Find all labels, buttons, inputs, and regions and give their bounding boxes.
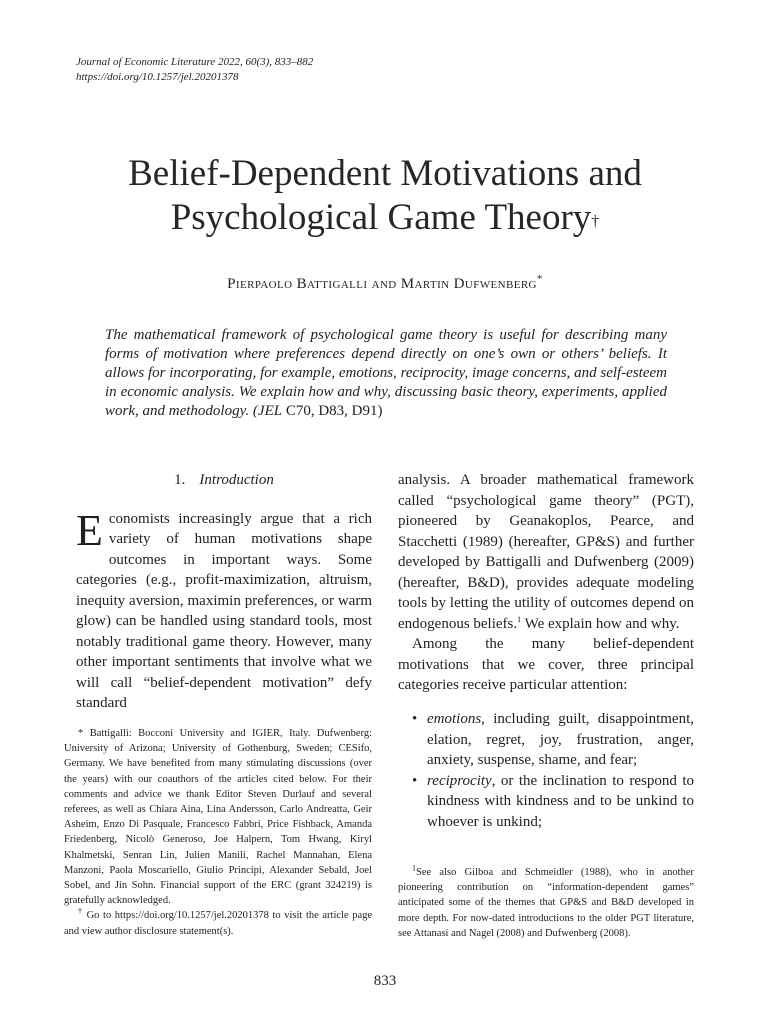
list-item-term: reciprocity — [427, 772, 492, 789]
doi-link[interactable]: https://doi.org/10.1257/jel.20201378 — [76, 71, 239, 83]
footnote-affiliations — [64, 726, 372, 908]
title-line-1: Belief-Dependent Motivations and — [128, 153, 642, 194]
intro-paragraph-1-text: conomists increasingly argue that a rich variety of human motivations shape outcomes in important ways. Some categories (e.g., profit-maximization, altruism, inequity aversion, maximin preferences, or warm glow) can be handled using standard tools, most notably traditional game theory. However, many other important sentiments that involve what we will call “belief-dependent motivation” defy standard — [76, 510, 372, 711]
motivation-list — [412, 709, 694, 832]
section-number: 1. — [174, 472, 186, 488]
right-column — [398, 470, 694, 696]
title-line-2 — [60, 196, 710, 240]
drop-cap: E — [76, 505, 103, 555]
list-item — [412, 771, 694, 833]
author-list — [60, 273, 710, 293]
footnote-star-mark: * — [78, 728, 84, 739]
footnote-1-text: See also Gilboa and Schmeidler (1988), who in another pioneering contribution on “information-dependent games” anticipated some of the themes that GP&S and B&D developed in more depth. For now-dated introductions to the older PGT literature, see Attanasi and Nagel (2008) and Dufwenberg (2008). — [398, 867, 694, 939]
bullet-marker: • — [412, 711, 418, 727]
abstract-body: The mathematical framework of psychological game theory is useful for describing many forms of motivation where preferences depend directly on one’s own or others’ beliefs. It allows for incorporating, for example, emotions, reciprocity, image concerns, and self-esteem in economic analysis. We explain how and why, discussing basic theory, experiments, applied work, and methodology. ( — [105, 327, 667, 419]
left-column — [76, 470, 372, 714]
list-item-text: , including guilt, disappointment, elation, regret, joy, frustration, anger, anxiety, suspense, shame, and fear; — [427, 711, 694, 768]
author-footnotes — [64, 726, 372, 939]
list-item — [412, 709, 694, 771]
journal-line: Journal of Economic Literature 2022, 60(3), 833–882 — [76, 56, 314, 68]
footnote-affiliations-text: Battigalli: Bocconi University and IGIER, Italy. Dufwenberg: University of Arizona; University of Gothenburg, Sweden; CESifo, Germany. We have benefited from many stimulating discussions (over the years) with our coauthors of the articles cited below. For their comments and advice we thank Editor Steven Durlauf and several referees, as well as Chiara Aina, Lina Andersson, Carlo Andreatta, Geir Asheim, Enzo Di Pasquale, Francesco Fabbri, Price Fishback, Amanda Friedenberg, Nicolò Generoso, Joe Halpern, Tom Hwang, Kiryl Khalmetski, Senran Lin, Julien Manili, Rachel Mannahan, Elena Manzoni, Paola Moscariello, Giulio Principi, Alexander Sebald, Joel Sobel, and Jin Sohn. Financial support of the ERC (grant 324219) is gratefully acknowledged. — [64, 728, 373, 907]
intro-paragraph-continued — [398, 470, 694, 634]
title-line-2-text: Psychological Game Theory — [170, 197, 592, 238]
footnote-disclosure-text[interactable]: Go to https://doi.org/10.1257/jel.20201378 to visit the article page and view author disclosure statement(s). — [64, 910, 373, 937]
list-item-term: emotions — [427, 711, 482, 727]
footnote-1-ref[interactable]: 1 — [517, 614, 522, 624]
footnote-dagger-mark: † — [78, 906, 83, 916]
section-title: Introduction — [199, 472, 274, 488]
para-continued-text: analysis. A broader mathematical framework called “psychological game theory” (PGT), pioneered by Geanakoplos, Pearce, and Stacchetti (1989) (hereafter, GP&S) and further developed by Battigalli and Dufwenberg (2009) (hereafter, B&D), provides adequate modeling tools by letting the utility of outcomes depend on endogenous beliefs. — [398, 472, 694, 632]
jel-codes — [258, 403, 383, 419]
journal-citation — [76, 55, 313, 85]
bullet-marker: • — [412, 772, 418, 789]
abstract — [105, 326, 667, 421]
author-footnote-mark[interactable]: * — [536, 273, 543, 285]
footnote-1 — [398, 865, 694, 941]
jel-code-list: C70, D83, D91) — [282, 403, 383, 419]
section-heading — [76, 470, 372, 491]
article-title — [60, 152, 710, 240]
para-continued-end: We explain how and why. — [521, 615, 680, 632]
footnote-disclosure — [64, 908, 372, 938]
title-dagger-mark[interactable]: † — [591, 213, 600, 230]
author-names: Pierpaolo Battigalli and Martin Dufwenberg — [227, 276, 537, 292]
intro-paragraph-1 — [76, 505, 372, 714]
footnote-1-paragraph — [398, 865, 694, 941]
footnote-1-mark: 1 — [412, 863, 416, 873]
intro-paragraph-2: Among the many belief-dependent motivations that we cover, three principal categories receive particular attention: — [398, 636, 694, 693]
jel-label: JEL — [257, 403, 283, 419]
page-number: 833 — [373, 973, 397, 989]
list-item-text: , or the inclination to respond to kindness with kindness and to be unkind to whoever is unkind; — [427, 772, 694, 830]
